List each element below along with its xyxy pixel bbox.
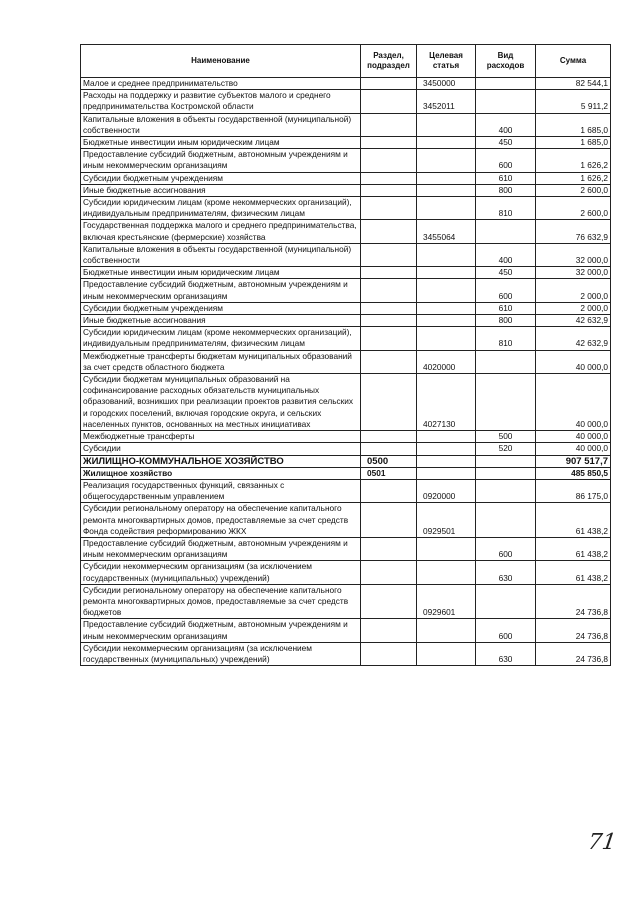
table-row <box>81 137 611 149</box>
row-name: ЖИЛИЩНО-КОММУНАЛЬНОЕ ХОЗЯЙСТВО <box>81 455 361 467</box>
row-type <box>476 503 536 538</box>
row-section <box>361 243 417 266</box>
row-sum: 1 626,2 <box>536 172 611 184</box>
row-sum: 61 438,2 <box>536 537 611 560</box>
row-section <box>361 78 417 90</box>
table-row <box>81 642 611 665</box>
table-row <box>81 443 611 455</box>
row-sum: 907 517,7 <box>536 455 611 467</box>
row-sum: 76 632,9 <box>536 220 611 243</box>
table-row <box>81 537 611 560</box>
row-section <box>361 172 417 184</box>
row-section <box>361 149 417 172</box>
table-row <box>81 431 611 443</box>
row-sum: 1 685,0 <box>536 113 611 136</box>
row-target <box>417 327 476 350</box>
row-section <box>361 267 417 279</box>
row-sum: 24 736,8 <box>536 619 611 642</box>
table-row <box>81 279 611 302</box>
table-row <box>81 503 611 538</box>
table-row <box>81 172 611 184</box>
row-target <box>417 619 476 642</box>
row-type <box>476 584 536 619</box>
row-target <box>417 431 476 443</box>
table-row <box>81 479 611 502</box>
row-name: Малое и среднее предпринимательство <box>81 78 361 90</box>
row-type: 610 <box>476 302 536 314</box>
row-section <box>361 302 417 314</box>
table-row <box>81 584 611 619</box>
header-section: Раздел, подраздел <box>361 45 417 78</box>
row-section <box>361 137 417 149</box>
row-name: Субсидии региональному оператору на обеспечение капитального ремонта многоквартирных домов, предоставляемые за счет средств бюджетов <box>81 584 361 619</box>
row-type: 630 <box>476 561 536 584</box>
row-sum: 86 175,0 <box>536 479 611 502</box>
row-target: 0920000 <box>417 479 476 502</box>
row-type: 800 <box>476 315 536 327</box>
row-target <box>417 537 476 560</box>
row-name: Субсидии некоммерческим организациям (за исключением государственных (муниципальных) учреждений) <box>81 561 361 584</box>
row-target: 4020000 <box>417 350 476 373</box>
budget-table <box>80 44 611 666</box>
row-target <box>417 197 476 220</box>
row-section: 0500 <box>361 455 417 467</box>
table-row <box>81 350 611 373</box>
row-section <box>361 642 417 665</box>
table-row <box>81 78 611 90</box>
row-sum: 61 438,2 <box>536 561 611 584</box>
row-target <box>417 302 476 314</box>
row-name: Реализация государственных функций, связанных с общегосударственным управлением <box>81 479 361 502</box>
row-target: 4027130 <box>417 374 476 431</box>
row-name: Расходы на поддержку и развитие субъектов малого и среднего предпринимательства Костромской области <box>81 90 361 113</box>
row-sum: 5 911,2 <box>536 90 611 113</box>
row-sum: 2 600,0 <box>536 184 611 196</box>
row-target <box>417 137 476 149</box>
row-target <box>417 279 476 302</box>
row-name: Субсидии региональному оператору на обеспечение капитального ремонта многоквартирных домов, предоставляемые за счет средств Фонда содействия реформированию ЖКХ <box>81 503 361 538</box>
table-row <box>81 455 611 467</box>
row-sum: 1 685,0 <box>536 137 611 149</box>
row-sum: 2 000,0 <box>536 302 611 314</box>
row-name: Субсидии <box>81 443 361 455</box>
row-target <box>417 243 476 266</box>
row-name: Бюджетные инвестиции иным юридическим лицам <box>81 137 361 149</box>
row-type: 810 <box>476 197 536 220</box>
row-name: Бюджетные инвестиции иным юридическим лицам <box>81 267 361 279</box>
row-target: 0929601 <box>417 584 476 619</box>
row-type <box>476 467 536 479</box>
row-target <box>417 267 476 279</box>
row-target <box>417 561 476 584</box>
row-type <box>476 220 536 243</box>
row-name: Капитальные вложения в объекты государственной (муниципальной) собственности <box>81 113 361 136</box>
row-type: 400 <box>476 113 536 136</box>
row-sum: 2 600,0 <box>536 197 611 220</box>
row-name: Предоставление субсидий бюджетным, автономным учреждениям и иным некоммерческим организациям <box>81 537 361 560</box>
row-section <box>361 197 417 220</box>
row-sum: 32 000,0 <box>536 243 611 266</box>
table-row <box>81 327 611 350</box>
row-type: 520 <box>476 443 536 455</box>
row-section <box>361 279 417 302</box>
row-sum: 24 736,8 <box>536 642 611 665</box>
table-row <box>81 184 611 196</box>
row-section <box>361 537 417 560</box>
row-type: 630 <box>476 642 536 665</box>
table-header <box>81 45 611 78</box>
row-name: Предоставление субсидий бюджетным, автономным учреждениям и иным некоммерческим организациям <box>81 149 361 172</box>
header-sum: Сумма <box>536 45 611 78</box>
row-sum: 40 000,0 <box>536 443 611 455</box>
row-type: 500 <box>476 431 536 443</box>
row-type: 400 <box>476 243 536 266</box>
table-row <box>81 90 611 113</box>
page-number: 71 <box>586 830 618 855</box>
row-section <box>361 443 417 455</box>
row-section <box>361 327 417 350</box>
row-target <box>417 315 476 327</box>
row-sum: 485 850,5 <box>536 467 611 479</box>
row-section: 0501 <box>361 467 417 479</box>
row-section <box>361 113 417 136</box>
row-target: 3452011 <box>417 90 476 113</box>
row-section <box>361 374 417 431</box>
table-row <box>81 243 611 266</box>
row-name: Субсидии бюджетным учреждениям <box>81 302 361 314</box>
row-name: Государственная поддержка малого и среднего предпринимательства, включая крестьянские (фермерские) хозяйства <box>81 220 361 243</box>
row-sum: 42 632,9 <box>536 327 611 350</box>
table-row <box>81 467 611 479</box>
row-section <box>361 184 417 196</box>
row-name: Предоставление субсидий бюджетным, автономным учреждениям и иным некоммерческим организациям <box>81 619 361 642</box>
row-section <box>361 220 417 243</box>
row-section <box>361 90 417 113</box>
table-row <box>81 374 611 431</box>
row-sum: 82 544,1 <box>536 78 611 90</box>
table-row <box>81 220 611 243</box>
row-name: Предоставление субсидий бюджетным, автономным учреждениям и иным некоммерческим организациям <box>81 279 361 302</box>
row-name: Иные бюджетные ассигнования <box>81 315 361 327</box>
row-name: Межбюджетные трансферты <box>81 431 361 443</box>
table-row <box>81 619 611 642</box>
table-body <box>81 78 611 666</box>
row-type <box>476 455 536 467</box>
row-name: Межбюджетные трансферты бюджетам муниципальных образований за счет средств областного бюджета <box>81 350 361 373</box>
row-type: 800 <box>476 184 536 196</box>
row-type: 610 <box>476 172 536 184</box>
row-target: 3455064 <box>417 220 476 243</box>
row-type: 600 <box>476 149 536 172</box>
header-row <box>81 45 611 78</box>
row-target <box>417 113 476 136</box>
header-name: Наименование <box>81 45 361 78</box>
row-name: Субсидии юридическим лицам (кроме некоммерческих организаций), индивидуальным предпринимателям, физическим лицам <box>81 327 361 350</box>
row-name: Субсидии некоммерческим организациям (за исключением государственных (муниципальных) учреждений) <box>81 642 361 665</box>
row-type: 600 <box>476 619 536 642</box>
table-row <box>81 561 611 584</box>
row-type: 810 <box>476 327 536 350</box>
table-row <box>81 267 611 279</box>
row-type <box>476 374 536 431</box>
row-sum: 32 000,0 <box>536 267 611 279</box>
row-type: 600 <box>476 537 536 560</box>
row-type: 450 <box>476 267 536 279</box>
row-sum: 61 438,2 <box>536 503 611 538</box>
row-name: Субсидии бюджетным учреждениям <box>81 172 361 184</box>
row-name: Капитальные вложения в объекты государственной (муниципальной) собственности <box>81 243 361 266</box>
row-target <box>417 149 476 172</box>
header-type: Вид расходов <box>476 45 536 78</box>
row-sum: 1 626,2 <box>536 149 611 172</box>
row-sum: 40 000,0 <box>536 374 611 431</box>
row-section <box>361 561 417 584</box>
row-target: 0929501 <box>417 503 476 538</box>
row-type: 600 <box>476 279 536 302</box>
row-name: Субсидии юридическим лицам (кроме некоммерческих организаций), индивидуальным предпринимателям, физическим лицам <box>81 197 361 220</box>
header-target: Целевая статья <box>417 45 476 78</box>
table-row <box>81 113 611 136</box>
row-section <box>361 479 417 502</box>
row-target <box>417 467 476 479</box>
row-type <box>476 90 536 113</box>
row-target <box>417 443 476 455</box>
row-sum: 2 000,0 <box>536 279 611 302</box>
row-section <box>361 503 417 538</box>
row-target <box>417 455 476 467</box>
table-row <box>81 197 611 220</box>
row-sum: 24 736,8 <box>536 584 611 619</box>
table-row <box>81 149 611 172</box>
row-type <box>476 479 536 502</box>
row-sum: 42 632,9 <box>536 315 611 327</box>
row-target: 3450000 <box>417 78 476 90</box>
row-type <box>476 78 536 90</box>
row-type: 450 <box>476 137 536 149</box>
row-type <box>476 350 536 373</box>
row-target <box>417 172 476 184</box>
row-section <box>361 431 417 443</box>
row-name: Жилищное хозяйство <box>81 467 361 479</box>
row-target <box>417 184 476 196</box>
row-section <box>361 584 417 619</box>
row-section <box>361 315 417 327</box>
row-sum: 40 000,0 <box>536 431 611 443</box>
row-name: Субсидии бюджетам муниципальных образований на софинансирование расходных обязательств муниципальных образований, возникших при реализации проектов развития сельских и городских поселений, включая городские округа, и сельских населенных пунктов, основанных на местных инициативах <box>81 374 361 431</box>
row-name: Иные бюджетные ассигнования <box>81 184 361 196</box>
row-sum: 40 000,0 <box>536 350 611 373</box>
row-target <box>417 642 476 665</box>
row-section <box>361 619 417 642</box>
table-row <box>81 315 611 327</box>
row-section <box>361 350 417 373</box>
table-row <box>81 302 611 314</box>
